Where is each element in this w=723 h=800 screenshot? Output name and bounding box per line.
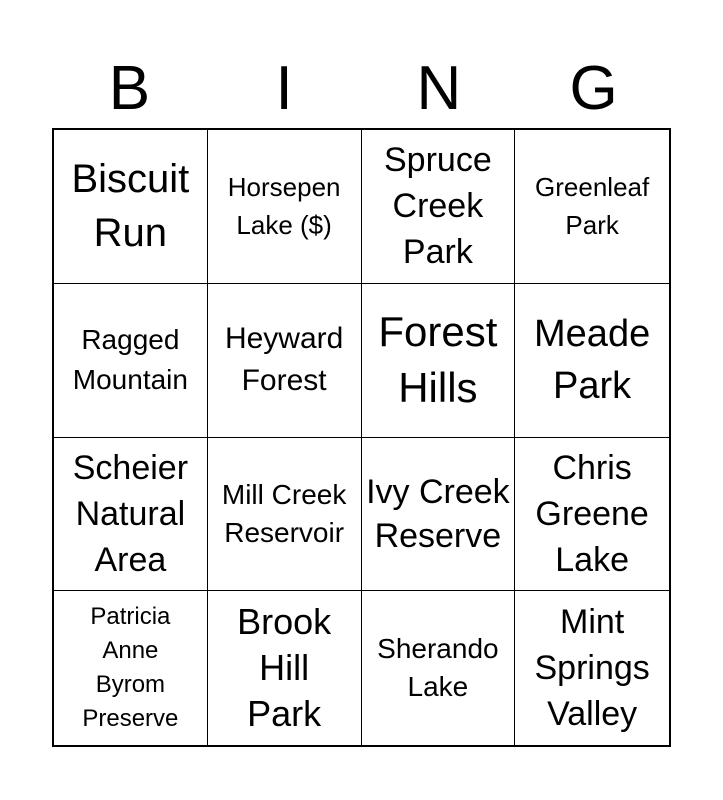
- bingo-cell-r2c4[interactable]: [515, 284, 669, 438]
- bingo-cell-r1c2[interactable]: [208, 130, 362, 284]
- bingo-cell-r3c3[interactable]: [362, 438, 516, 592]
- bingo-cell-r2c3[interactable]: [362, 284, 516, 438]
- cell-label: Greenleaf Park: [535, 172, 650, 241]
- cell-label: Patricia Anne Byrom Preserve: [82, 603, 179, 733]
- cell-label: Ragged Mountain: [72, 324, 188, 396]
- bingo-board: [52, 128, 671, 747]
- cell-label: Mint Springs Valley: [534, 603, 650, 734]
- header-letter-b: B: [108, 54, 151, 123]
- bingo-header: [52, 50, 671, 128]
- cell-label: Forest Hills: [378, 308, 498, 412]
- cell-label: Spruce Creek Park: [384, 141, 492, 272]
- cell-label: Ivy Creek Reserve: [366, 472, 510, 555]
- cell-label: Brook Hill Park: [237, 601, 332, 735]
- bingo-cell-r4c4[interactable]: [515, 591, 669, 745]
- bingo-cell-r3c4[interactable]: [515, 438, 669, 592]
- cell-label: Heyward Forest: [224, 322, 344, 398]
- bingo-cell-r3c1[interactable]: [54, 438, 208, 592]
- bingo-cell-r2c2[interactable]: [208, 284, 362, 438]
- header-letter-g: G: [569, 54, 618, 123]
- bingo-cell-r1c1[interactable]: [54, 130, 208, 284]
- bingo-cell-r3c2[interactable]: [208, 438, 362, 592]
- bingo-cell-r1c3[interactable]: [362, 130, 516, 284]
- header-letter-n: N: [416, 54, 462, 123]
- cell-label: Horsepen Lake ($): [227, 172, 341, 241]
- cell-label: Meade Park: [534, 313, 651, 408]
- bingo-cell-r4c3[interactable]: [362, 591, 516, 745]
- cell-label: Sherando Lake: [377, 633, 499, 703]
- bingo-cell-r4c1[interactable]: [54, 591, 208, 745]
- bingo-cell-r1c4[interactable]: [515, 130, 669, 284]
- cell-label: Biscuit Run: [71, 157, 190, 256]
- bingo-cell-r4c2[interactable]: [208, 591, 362, 745]
- bingo-cell-r2c1[interactable]: [54, 284, 208, 438]
- header-letter-i: I: [275, 54, 293, 123]
- cell-label: Chris Greene Lake: [535, 448, 649, 579]
- cell-label: Scheier Natural Area: [72, 448, 189, 579]
- cell-label: Mill Creek Reservoir: [221, 478, 347, 548]
